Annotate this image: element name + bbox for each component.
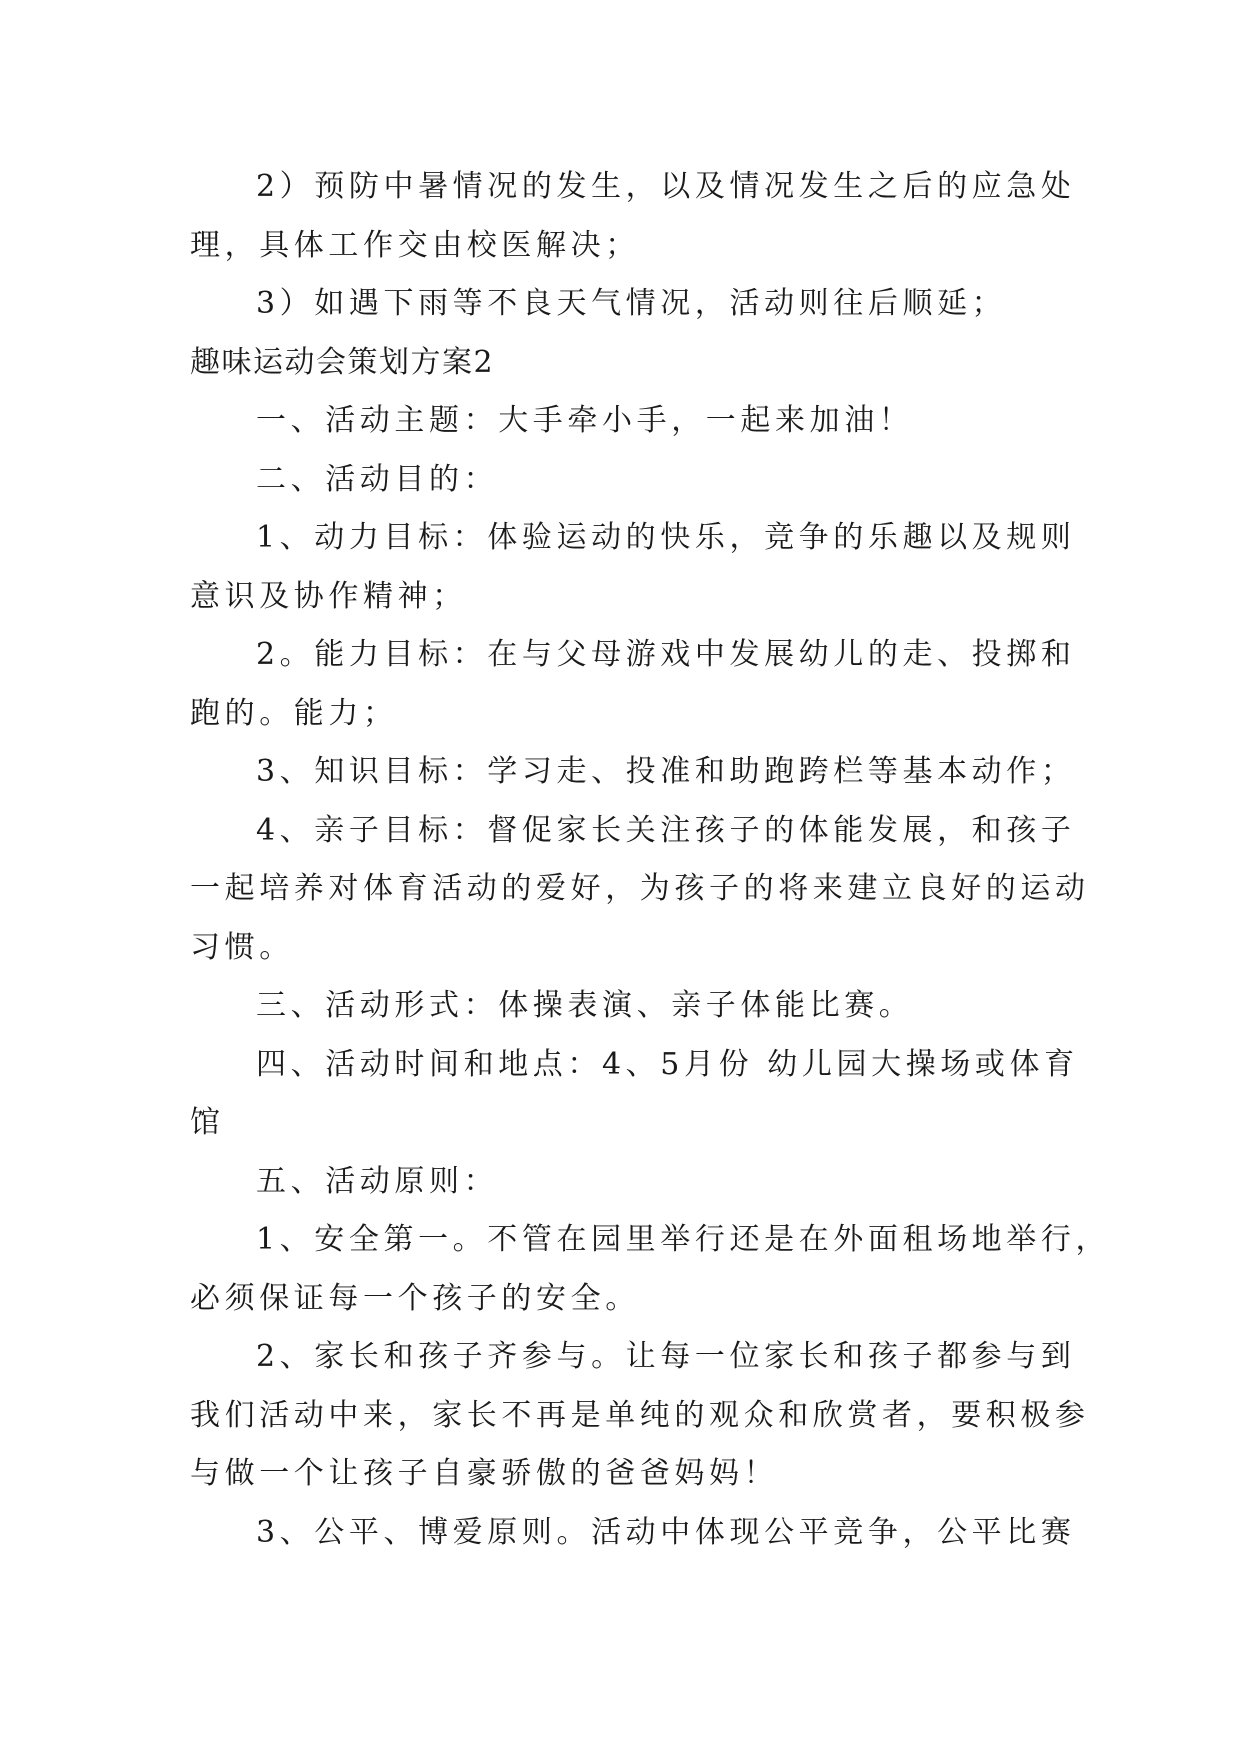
- paragraph-activity-form: [190, 977, 1060, 1036]
- paragraph-goal-knowledge: [190, 743, 1076, 802]
- text-line: 3、知识目标：学习走、投准和助跑跨栏等基本动作；: [256, 754, 1076, 789]
- text-line: 一、活动主题：大手牵小手，一起来加油！: [256, 403, 914, 438]
- text-line: 1、动力目标：体验运动的快乐，竞争的乐趣以及规则: [256, 520, 1076, 555]
- section-heading: [190, 334, 1060, 393]
- text-line: 与做一个让孩子自豪骄傲的爸爸妈妈！: [190, 1456, 779, 1491]
- paragraph-goal-ability: [190, 626, 1076, 743]
- paragraph-goal-motivation: [190, 509, 1076, 626]
- text-line: 3）如遇下雨等不良天气情况，活动则往后顺延；: [256, 286, 1007, 321]
- paragraph-principle-fairness: [190, 1504, 1076, 1563]
- paragraph-theme: [190, 392, 1060, 451]
- text-line: 跑的。能力；: [190, 695, 398, 731]
- paragraph-principle-participation: [190, 1328, 1090, 1504]
- text-line: 2）预防中暑情况的发生，以及情况发生之后的应急处: [256, 169, 1076, 204]
- text-line: 2。能力目标：在与父母游戏中发展幼儿的走、投掷和: [256, 637, 1076, 672]
- text-line: 四、活动时间和地点：4、5月份 幼儿园大操场或体育: [256, 1046, 1079, 1082]
- paragraph-goal-parent-child: [190, 802, 1090, 978]
- paragraph-goals-title: [190, 451, 1060, 510]
- text-line: 习惯。: [190, 929, 294, 965]
- document-body: [190, 158, 1111, 1562]
- paragraph-principles-title: [190, 1153, 1060, 1212]
- paragraph-heatstroke-prevention: [190, 158, 1076, 275]
- text-line: 4、亲子目标：督促家长关注孩子的体能发展，和孩子: [256, 812, 1076, 848]
- text-line: 3、公平、博爱原则。活动中体现公平竞争，公平比赛: [256, 1514, 1076, 1550]
- text-line: 意识及协作精神；: [190, 578, 467, 614]
- paragraph-rain-postpone: [190, 275, 1060, 334]
- paragraph-time-location: [190, 1036, 1079, 1153]
- text-line: 二、活动目的：: [256, 461, 499, 497]
- paragraph-principle-safety: [190, 1211, 1111, 1328]
- text-line: 我们活动中来，家长不再是单纯的观众和欣赏者，要积极参: [190, 1397, 1090, 1433]
- text-line: 2、家长和孩子齐参与。让每一位家长和孩子都参与到: [256, 1339, 1076, 1374]
- text-line: 一起培养对体育活动的爱好，为孩子的将来建立良好的运动: [190, 871, 1090, 906]
- text-line: 理，具体工作交由校医解决；: [190, 227, 640, 263]
- text-line: 必须保证每一个孩子的安全。: [190, 1280, 640, 1316]
- text-line: 五、活动原则：: [256, 1163, 499, 1199]
- text-line: 三、活动形式：体操表演、亲子体能比赛。: [256, 988, 914, 1023]
- text-line: 馆: [190, 1105, 225, 1140]
- text-line: 1、安全第一。不管在园里举行还是在外面租场地举行，: [256, 1222, 1111, 1257]
- heading-text: 趣味运动会策划方案2: [190, 344, 495, 380]
